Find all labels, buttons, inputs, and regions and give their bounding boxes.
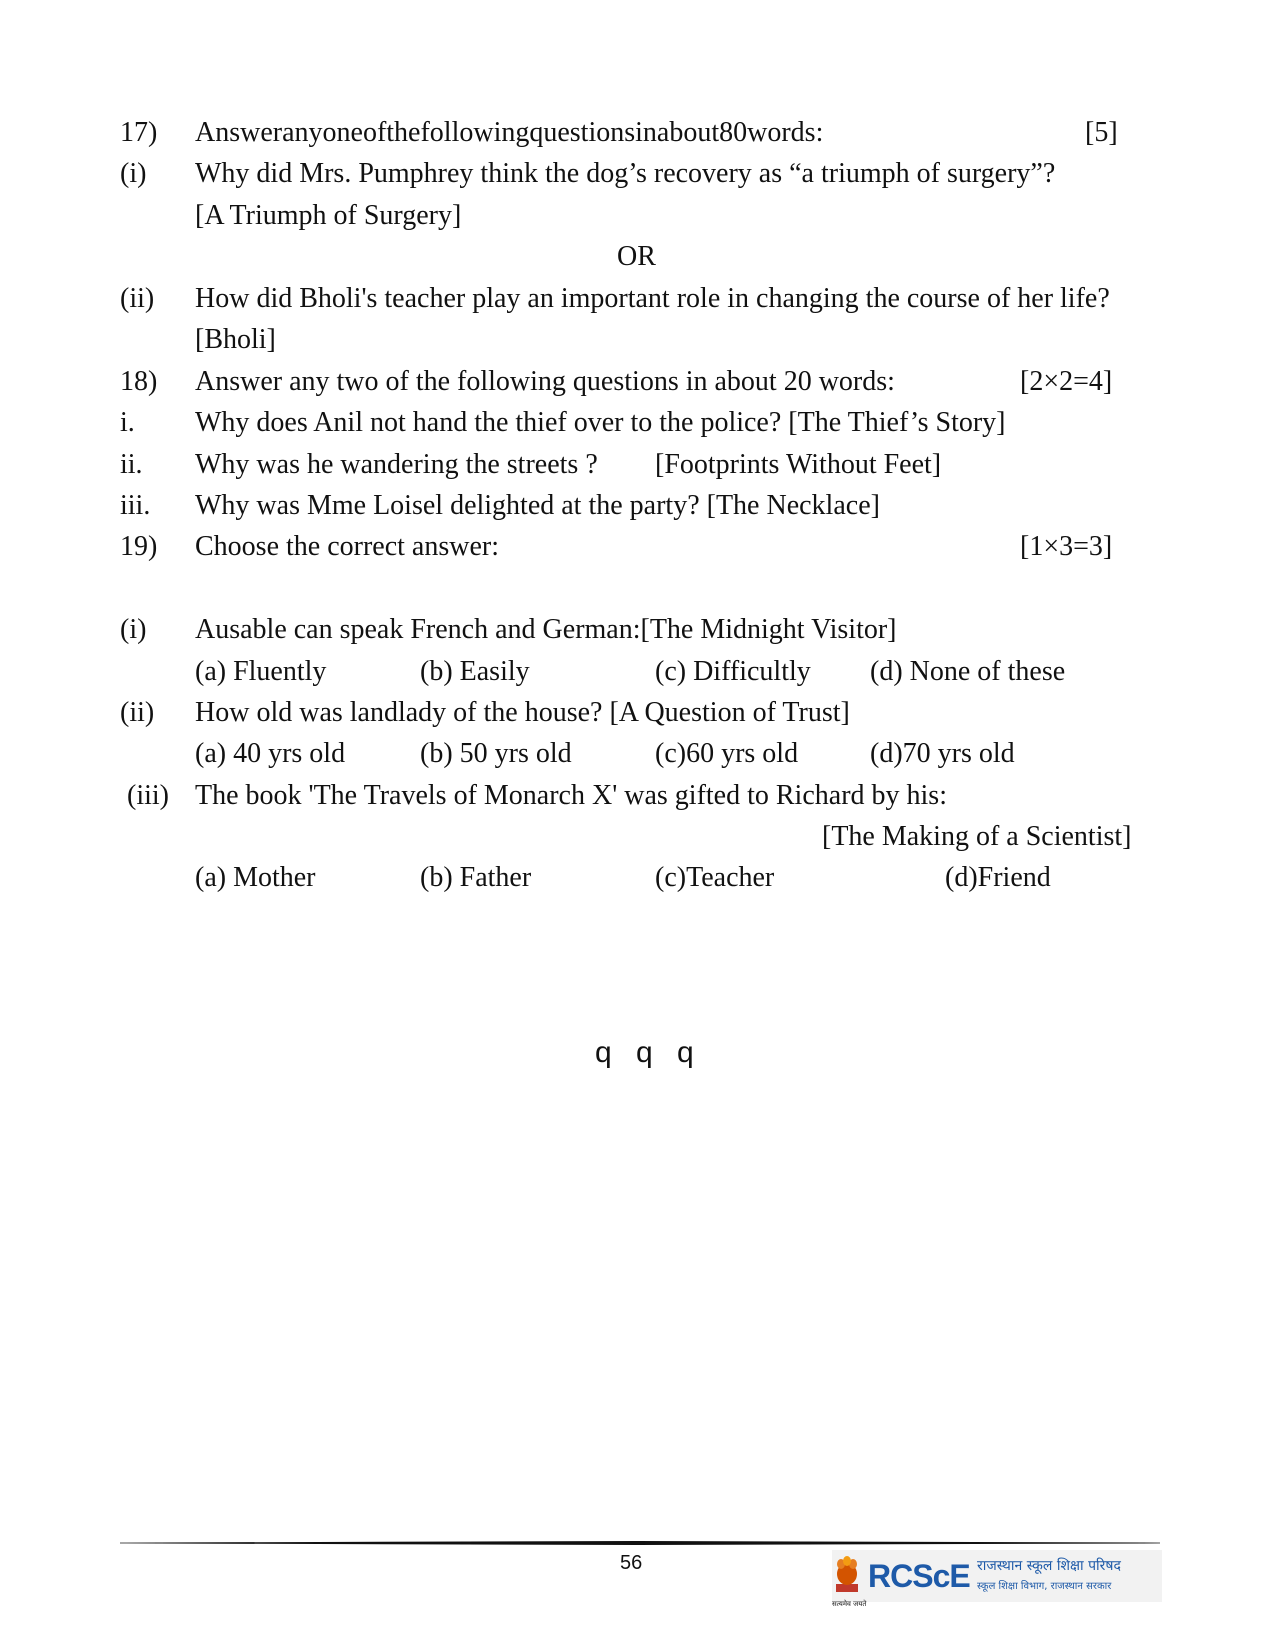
q19-number: 19) [120, 531, 158, 562]
or-separator: OR [617, 241, 656, 272]
q19-i-option-d: (d) None of these [870, 656, 1066, 687]
q18-i-question: Why does Anil not hand the thief over to the police? [The Thief’s Story] [195, 407, 1006, 438]
q19-ii-option-b: (b) 50 yrs old [420, 738, 572, 769]
q19-iii-question: The book 'The Travels of Monarch X' was gifted to Richard by his: [195, 780, 947, 811]
q18-iii-number: iii. [120, 490, 151, 521]
q19-instruction: Choose the correct answer: [195, 531, 499, 562]
q19-ii-number: (ii) [120, 697, 155, 728]
q18-ii-source: [Footprints Without Feet] [655, 449, 942, 480]
logo-org-name: राजस्थान स्कूल शिक्षा परिषद [977, 1558, 1121, 1574]
q17-marks: [5] [1085, 117, 1118, 148]
q17-ii-number: (ii) [120, 283, 155, 314]
q19-iii-option-c: (c)Teacher [655, 862, 775, 893]
q17-i-source: [A Triumph of Surgery] [195, 200, 462, 231]
q18-ii-question: Why was he wandering the streets ? [195, 449, 598, 480]
q18-i-number: i. [120, 407, 135, 438]
q18-ii-number: ii. [120, 449, 143, 480]
q19-ii-option-c: (c)60 yrs old [655, 738, 799, 769]
footer-rule [120, 1541, 1160, 1545]
q19-iii-option-d: (d)Friend [945, 862, 1051, 893]
q18-number: 18) [120, 366, 158, 397]
q17-ii-question: How did Bholi's teacher play an important role in changing the course of her life? [195, 283, 1110, 314]
q19-ii-option-a: (a) 40 yrs old [195, 738, 346, 769]
q19-i-option-a: (a) Fluently [195, 656, 327, 687]
q19-ii-question: How old was landlady of the house? [A Question of Trust] [195, 697, 850, 728]
q18-iii-question: Why was Mme Loisel delighted at the party? [The Necklace] [195, 490, 880, 521]
rcsce-logo [832, 1550, 1162, 1608]
q19-i-number: (i) [120, 614, 147, 645]
national-emblem-icon [832, 1550, 862, 1600]
q19-i-question: Ausable can speak French and German:[The Midnight Visitor] [195, 614, 897, 645]
end-of-section-mark: q q q [595, 1036, 702, 1069]
q17-i-question: Why did Mrs. Pumphrey think the dog’s recovery as “a triumph of surgery”? [195, 158, 1056, 189]
q19-i-option-b: (b) Easily [420, 656, 530, 687]
q17-instruction: Answeranyoneofthefollowingquestionsinabout80words: [195, 117, 824, 148]
q19-ii-option-d: (d)70 yrs old [870, 738, 1015, 769]
q17-number: 17) [120, 117, 158, 148]
q17-i-number: (i) [120, 158, 147, 189]
q17-ii-source: [Bholi] [195, 324, 276, 355]
q19-iii-option-a: (a) Mother [195, 862, 316, 893]
q19-marks: [1×3=3] [1020, 531, 1113, 562]
q19-i-option-c: (c) Difficultly [655, 656, 811, 687]
q18-marks: [2×2=4] [1020, 366, 1113, 397]
emblem-caption: सत्यमेव जयते [832, 1600, 867, 1608]
q19-iii-source: [The Making of a Scientist] [822, 821, 1132, 852]
q19-iii-option-b: (b) Father [420, 862, 532, 893]
logo-wordmark: RCScE [868, 1558, 970, 1594]
q19-iii-number: (iii) [127, 780, 169, 811]
page-number: 56 [620, 1552, 643, 1574]
logo-org-subtitle: स्कूल शिक्षा विभाग, राजस्थान सरकार [977, 1581, 1112, 1592]
q18-instruction: Answer any two of the following questions in about 20 words: [195, 366, 895, 397]
